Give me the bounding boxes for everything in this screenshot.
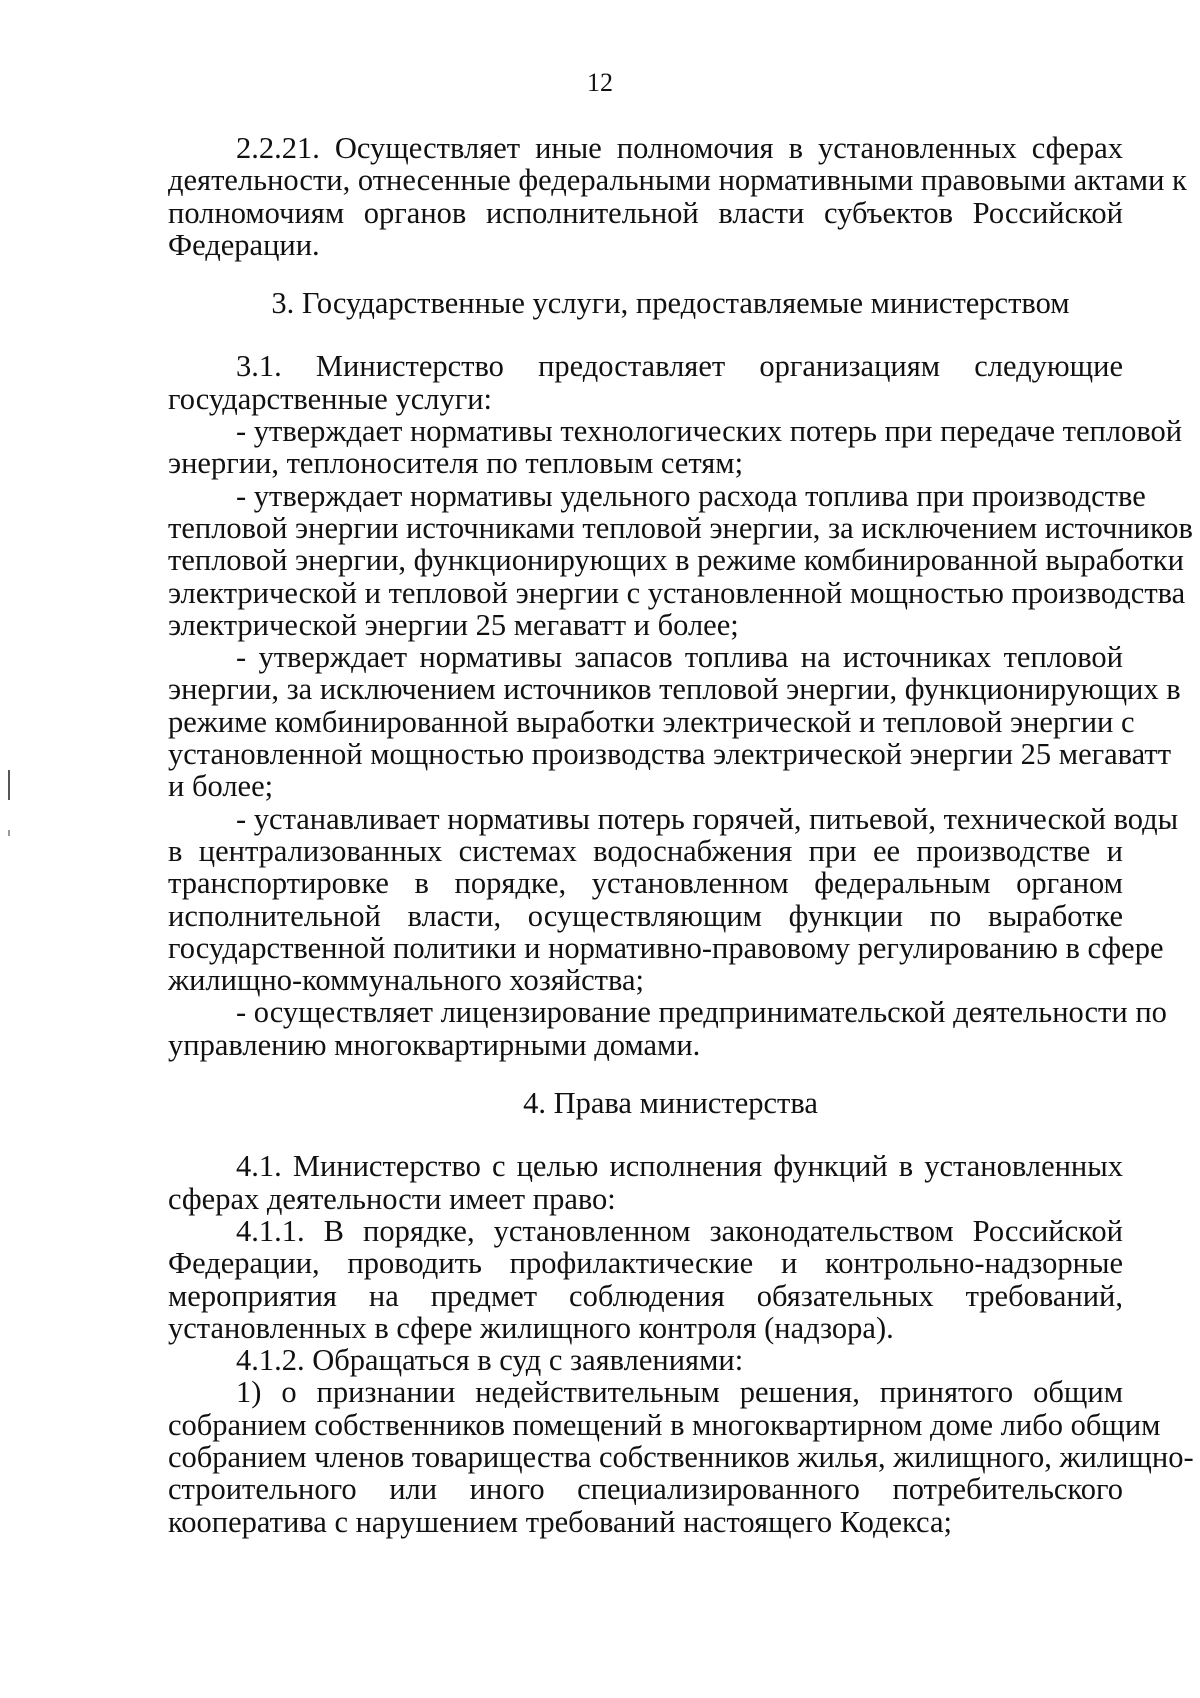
text-line: и более; [168, 769, 274, 804]
text-line: энергии, за исключением источников тепловой энергии, функционирующих в [168, 672, 1181, 707]
text-line: строительного или иного специализированного потребительского [168, 1472, 1123, 1507]
text-line: 3.1. Министерство предоставляет организациям следующие [236, 349, 1123, 384]
spacer [168, 319, 1123, 350]
text-line: Федерации, проводить профилактические и контрольно-надзорные [168, 1246, 1123, 1281]
paragraph-4-1-2 [168, 1344, 1123, 1376]
paragraph-4-1-1 [168, 1215, 1123, 1344]
text-line: - устанавливает нормативы потерь горячей, питьевой, технической воды [236, 801, 1179, 836]
text-line: Федерации. [168, 227, 320, 262]
scan-margin-mark [8, 770, 10, 800]
text-line: 4.1. Министерство с целью исполнения функций в установленных [236, 1149, 1123, 1184]
text-line: мероприятия на предмет соблюдения обязательных требований, [168, 1278, 1123, 1313]
text-line: сферах деятельности имеет право: [168, 1181, 616, 1216]
text-line: исполнительной власти, осуществляющим функции по выработке [168, 898, 1123, 933]
text-line: 4.1.2. Обращаться в суд с заявлениями: [236, 1343, 744, 1378]
text-line: управлению многоквартирными домами. [168, 1027, 701, 1062]
list-item-water-loss-norms [168, 801, 1179, 998]
section-heading-3: 3. Государственные услуги, предоставляемые министерством [271, 286, 1070, 321]
text-line: - утверждает нормативы удельного расхода топлива при производстве [236, 478, 1146, 513]
text-line: собранием членов товарищества собственников жилья, жилищного, жилищно- [168, 1439, 1194, 1474]
text-line: государственной политики и нормативно-правовому регулированию в сфере [168, 930, 1164, 965]
text-line: установленных в сфере жилищного контроля (надзора). [168, 1310, 894, 1345]
text-line: тепловой энергии источниками тепловой энергии, за исключением источников [168, 510, 1193, 545]
text-line: полномочиям органов исполнительной власти субъектов Российской [168, 195, 1123, 230]
text-line: 4.1.1. В порядке, установленном законодательством Российской [236, 1213, 1123, 1248]
page-number: 12 [587, 68, 613, 97]
list-item-fuel-consumption-norms [168, 478, 1193, 642]
paragraph-4-1 [168, 1150, 1123, 1215]
spacer [168, 261, 1123, 287]
list-item-licensing [168, 995, 1167, 1062]
text-line: электрической энергии 25 мегаватт и более; [168, 607, 739, 642]
text-line: транспортировке в порядке, установленном федеральным органом [168, 866, 1123, 901]
text-line: - утверждает нормативы технологических потерь при передаче тепловой [236, 414, 1183, 449]
scan-margin-dot [8, 830, 10, 836]
list-item-loss-norms [168, 414, 1183, 481]
section-heading-4: 4. Права министерства [523, 1086, 818, 1121]
text-line: кооператива с нарушением требований настоящего Кодекса; [168, 1504, 952, 1539]
text-line: энергии, теплоносителя по тепловым сетям; [168, 446, 744, 481]
text-line: - утверждает нормативы запасов топлива на источниках тепловой [236, 640, 1123, 675]
list-item-1 [168, 1375, 1194, 1539]
text-line: 2.2.21. Осуществляет иные полномочия в установленных сферах [236, 131, 1123, 165]
text-line: тепловой энергии, функционирующих в режиме комбинированной выработки [168, 543, 1184, 578]
text-line: деятельности, отнесенные федеральными нормативными правовыми актами к [168, 163, 1187, 198]
paragraph-3-1 [168, 350, 1123, 415]
text-line: жилищно-коммунального хозяйства; [168, 963, 645, 998]
text-line: 1) о признании недействительным решения, принятого общим [236, 1375, 1123, 1410]
text-line: собранием собственников помещений в многоквартирном доме либо общим [168, 1407, 1161, 1442]
text-line: электрической и тепловой энергии с установленной мощностью производства [168, 575, 1186, 610]
list-item-fuel-reserve-norms [168, 640, 1181, 804]
spacer [168, 1119, 1123, 1150]
text-line: - осуществляет лицензирование предпринимательской деятельности по [236, 995, 1167, 1030]
document-body [168, 131, 1194, 1539]
text-line: в централизованных системах водоснабжения при ее производстве и [168, 833, 1123, 868]
text-line: государственные услуги: [168, 381, 493, 416]
paragraph-2-2-21 [168, 131, 1187, 262]
spacer [168, 1061, 1123, 1087]
text-line: режиме комбинированной выработки электрической и тепловой энергии с [168, 704, 1135, 739]
text-line: установленной мощностью производства электрической энергии 25 мегаватт [168, 737, 1172, 772]
